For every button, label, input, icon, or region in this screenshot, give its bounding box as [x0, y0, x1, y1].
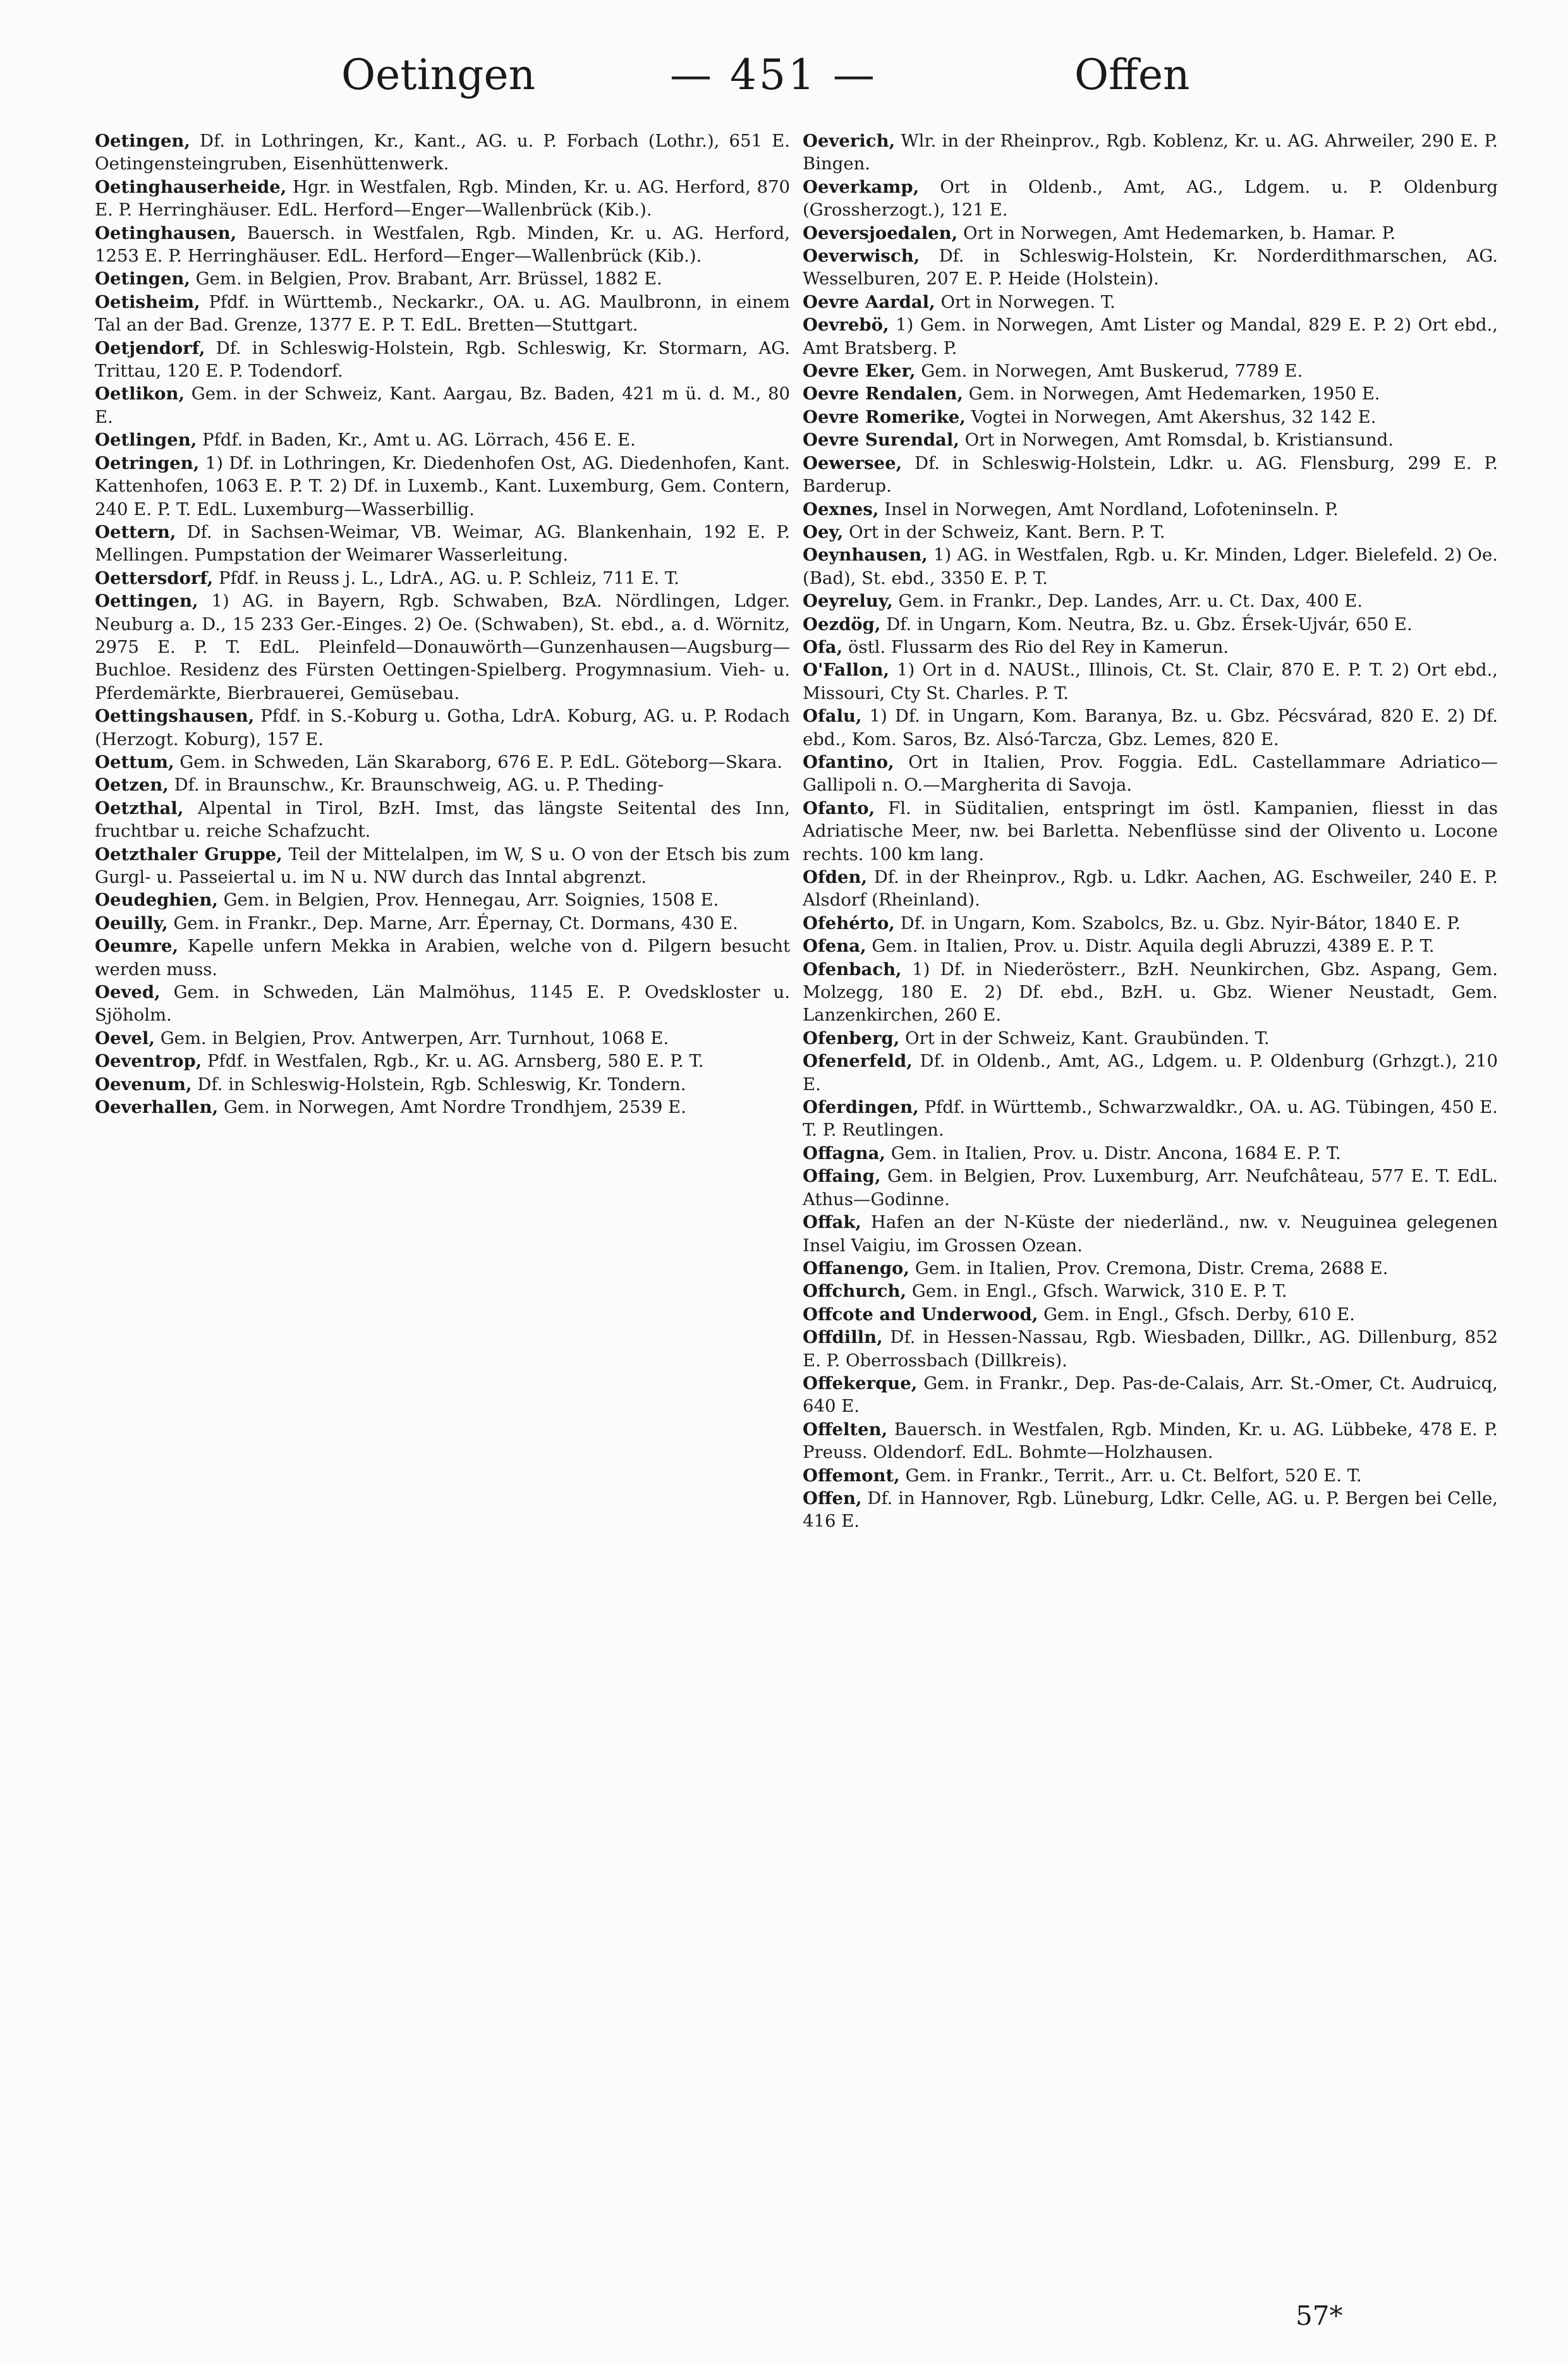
gazetteer-entry: [803, 452, 1498, 498]
entry-headword: Oevre Rendalen,: [803, 384, 963, 404]
entry-text: Gem. in Italien, Prov. u. Distr. Ancona, 1684 E. P. T.: [890, 1143, 1341, 1163]
entry-headword: Oevrebö,: [803, 315, 889, 336]
entry-headword: Ofenerfeld,: [803, 1051, 913, 1072]
gazetteer-entry: [95, 889, 790, 911]
entry-text: Gem. in Belgien, Prov. Antwerpen, Arr. Turnhout, 1068 E.: [160, 1028, 669, 1048]
gazetteer-entry: [95, 1096, 790, 1119]
entry-headword: Oewersee,: [803, 452, 903, 473]
gazetteer-entry: [95, 797, 790, 843]
gazetteer-entry: [803, 406, 1498, 428]
gazetteer-entry: [803, 291, 1498, 313]
entry-text: 1) Gem. in Norwegen, Amt Lister og Mandal, 829 E. P. 2) Ort ebd., Amt Bratsberg. P.: [803, 315, 1498, 358]
gazetteer-entry: [95, 912, 790, 935]
gazetteer-entry: [803, 1372, 1498, 1418]
gazetteer-entry: [803, 222, 1498, 245]
gazetteer-entry: [803, 636, 1498, 658]
gazetteer-entry: [95, 428, 790, 451]
entry-headword: Oeynhausen,: [803, 545, 928, 566]
entry-headword: Oeuilly,: [95, 913, 168, 933]
entry-text: Gem. in Engl., Gfsch. Warwick, 310 E. P. T.: [911, 1281, 1287, 1302]
entry-headword: Oettersdorf,: [95, 567, 214, 588]
entry-text: Alpental in Tirol, BzH. Imst, das längste Seitental des Inn, fruchtbar u. reiche Schafzucht.: [95, 798, 790, 842]
entry-text: Bauersch. in Westfalen, Rgb. Minden, Kr. u. AG. Herford, 1253 E. P. Herringhäuser. EdL. Herford—Enger—Wallenbrück (Kib.).: [95, 222, 790, 267]
entry-headword: Oevenum,: [95, 1074, 192, 1095]
entry-text: Gem. in der Schweiz, Kant. Aargau, Bz. Baden, 421 m ü. d. M., 80 E.: [95, 384, 790, 427]
entry-headword: Oey,: [803, 521, 844, 542]
entry-headword: Ofena,: [803, 936, 866, 957]
gazetteer-entry: [803, 1280, 1498, 1302]
entry-headword: Oetlikon,: [95, 384, 185, 404]
gazetteer-entry: [803, 1096, 1498, 1142]
gazetteer-entry: [803, 613, 1498, 636]
entry-text: Teil der Mittelalpen, im W, S u. O von der Etsch bis zum Gurgl- u. Passeiertal u. im N u. NW durch das Inntal abgrenzt.: [95, 844, 790, 887]
gazetteer-entry: [803, 1326, 1498, 1372]
entry-text: Gem. in Belgien, Prov. Luxemburg, Arr. Neufchâteau, 577 E. T. EdL. Athus—Godinne.: [803, 1166, 1498, 1210]
entry-text: Gem. in Schweden, Län Skaraborg, 676 E. P. EdL. Göteborg—Skara.: [179, 751, 783, 772]
gazetteer-entry: [803, 176, 1498, 222]
entry-headword: Ofden,: [803, 867, 868, 887]
gazetteer-entry: [95, 382, 790, 428]
gazetteer-entry: [95, 843, 790, 889]
entry-headword: Oetlingen,: [95, 430, 197, 451]
entry-text: 1) Df. in Lothringen, Kr. Diedenhofen Ost, AG. Diedenhofen, Kant. Kattenhofen, 1063 E. P. T. 2) Df. in Luxemb., Kant. Luxemburg, Gem. Contern, 240 E. P. T. EdL. Luxemburg—Wasserbillig.: [95, 452, 790, 519]
gazetteer-entry: [95, 267, 790, 290]
entry-text: Ort in Italien, Prov. Foggia. EdL. Castellammare Adriatico—Gallipoli n. O.—Margherita di Savoja.: [803, 751, 1498, 796]
entry-headword: Oettum,: [95, 751, 174, 772]
gazetteer-entry: [803, 245, 1498, 291]
entry-text: Df. in Braunschw., Kr. Braunschweig, AG. u. P. Theding-: [174, 775, 664, 796]
entry-headword: Oetzthaler Gruppe,: [95, 844, 283, 864]
entry-text: Gem. in Frankr., Dep. Landes, Arr. u. Ct. Dax, 400 E.: [898, 591, 1363, 612]
gazetteer-entry: [803, 313, 1498, 360]
entry-headword: Ofa,: [803, 636, 843, 657]
running-head-right: Offen: [1074, 51, 1190, 99]
gazetteer-entry: [803, 751, 1498, 797]
entry-headword: Ofenbach,: [803, 959, 902, 980]
gazetteer-entry: [803, 382, 1498, 405]
entry-text: 1) Ort in d. NAUSt., Illinois, Ct. St. Clair, 870 E. P. T. 2) Ort ebd., Missouri, Cty St. Charles. P. T.: [803, 660, 1498, 703]
gazetteer-entry: [803, 1464, 1498, 1487]
entry-headword: Oevel,: [95, 1028, 155, 1048]
entry-headword: O'Fallon,: [803, 660, 890, 681]
entry-text: Bauersch. in Westfalen, Rgb. Minden, Kr. u. AG. Lübbeke, 478 E. P. Preuss. Oldendorf. EdL. Bohmte—Holzhausen.: [803, 1419, 1498, 1463]
entry-headword: Oetjendorf,: [95, 337, 205, 358]
entry-text: 1) Df. in Niederösterr., BzH. Neunkirchen, Gbz. Aspang, Gem. Molzegg, 180 E. 2) Df. ebd., BzH. u. Gbz. Wiener Neustadt, Gem. Lanzenkirchen, 260 E.: [803, 959, 1498, 1026]
left-column: [95, 130, 790, 1119]
entry-text: Pfdf. in Baden, Kr., Amt u. AG. Lörrach, 456 E. E.: [202, 430, 636, 451]
entry-headword: Offen,: [803, 1488, 862, 1508]
gazetteer-entry: [803, 360, 1498, 382]
entry-headword: Ofehérto,: [803, 913, 895, 933]
entry-text: Ort in der Schweiz, Kant. Graubünden. T.: [905, 1028, 1270, 1048]
entry-headword: Oetringen,: [95, 452, 200, 473]
entry-text: Df. in Schleswig-Holstein, Ldkr. u. AG. Flensburg, 299 E. P. Barderup.: [803, 452, 1498, 497]
entry-headword: Oeverkamp,: [803, 176, 920, 197]
entry-text: östl. Flussarm des Rio del Rey in Kamerun.: [848, 636, 1229, 657]
gazetteer-entry: [803, 958, 1498, 1027]
entry-headword: Offanengo,: [803, 1258, 909, 1278]
gazetteer-entry: [95, 337, 790, 383]
entry-text: Gem. in Frankr., Territ., Arr. u. Ct. Belfort, 520 E. T.: [905, 1465, 1362, 1486]
entry-text: Vogtei in Norwegen, Amt Akershus, 32 142 E.: [971, 406, 1377, 427]
entry-text: 1) AG. in Westfalen, Rgb. u. Kr. Minden, Ldger. Bielefeld. 2) Oe. (Bad), St. ebd., 3350 E. P. T.: [803, 545, 1498, 588]
entry-text: Pfdf. in Württemb., Schwarzwaldkr., OA. u. AG. Tübingen, 450 E. T. P. Reutlingen.: [803, 1097, 1498, 1141]
entry-text: Df. in Ungarn, Kom. Neutra, Bz. u. Gbz. Érsek-Ujvár, 650 E.: [886, 614, 1413, 634]
entry-headword: Oeventrop,: [95, 1051, 202, 1072]
entry-text: Df. in Schleswig-Holstein, Rgb. Schleswig, Kr. Tondern.: [197, 1074, 686, 1095]
entry-headword: Oetinghausen,: [95, 222, 237, 243]
gazetteer-entry: [803, 797, 1498, 866]
right-column: [803, 130, 1498, 1533]
entry-text: Hafen an der N-Küste der niederländ., nw. v. Neuguinea gelegenen Insel Vaigiu, im Grossen Ozean.: [803, 1212, 1498, 1256]
entry-headword: Offchurch,: [803, 1281, 907, 1302]
entry-text: Gem. in Norwegen, Amt Nordre Trondhjem, 2539 E.: [223, 1097, 686, 1118]
entry-headword: Oeversjoedalen,: [803, 222, 958, 243]
entry-headword: Oevre Eker,: [803, 361, 916, 382]
signature-mark: 57*: [1296, 2300, 1343, 2331]
gazetteer-entry: [803, 1165, 1498, 1211]
gazetteer-entry: [803, 705, 1498, 751]
entry-text: Gem. in Belgien, Prov. Brabant, Arr. Brüssel, 1882 E.: [195, 269, 662, 289]
gazetteer-entry: [95, 452, 790, 521]
entry-headword: Oeyreluy,: [803, 591, 893, 612]
entry-text: Gem. in Engl., Gfsch. Derby, 610 E.: [1043, 1304, 1355, 1325]
gazetteer-entry: [95, 751, 790, 774]
gazetteer-entry: [803, 130, 1498, 176]
gazetteer-entry: [803, 1487, 1498, 1533]
entry-text: Gem. in Frankr., Dep. Pas-de-Calais, Arr. St.-Omer, Ct. Audruicq, 640 E.: [803, 1373, 1498, 1417]
entry-headword: Oevre Aardal,: [803, 291, 935, 312]
entry-headword: Offemont,: [803, 1465, 900, 1486]
gazetteer-entry: [95, 567, 790, 590]
entry-headword: Oeverwisch,: [803, 246, 920, 267]
gazetteer-entry: [803, 428, 1498, 451]
entry-text: Df. in Ungarn, Kom. Szabolcs, Bz. u. Gbz. Nyir-Bátor, 1840 E. P.: [900, 913, 1461, 933]
gazetteer-entry: [95, 1027, 790, 1050]
gazetteer-entry: [95, 1050, 790, 1072]
entry-headword: Offcote and Underwood,: [803, 1304, 1038, 1325]
entry-headword: Offagna,: [803, 1143, 885, 1163]
entry-headword: Ofalu,: [803, 706, 862, 727]
entry-headword: Offelten,: [803, 1419, 888, 1440]
entry-headword: Oetingen,: [95, 131, 190, 151]
gazetteer-entry: [95, 130, 790, 176]
entry-headword: Oeudeghien,: [95, 890, 218, 911]
gazetteer-entry: [803, 590, 1498, 612]
entry-text: Ort in Norwegen, Amt Romsdal, b. Kristiansund.: [964, 430, 1394, 451]
entry-headword: Ofantino,: [803, 751, 894, 772]
entry-text: Df. in der Rheinprov., Rgb. u. Ldkr. Aachen, AG. Eschweiler, 240 E. P. Alsdorf (Rheinland).: [803, 867, 1498, 911]
gazetteer-entry: [803, 1050, 1498, 1096]
entry-text: Fl. in Süditalien, entspringt im östl. Kampanien, fliesst in das Adriatische Meer, nw. bei Barletta. Nebenflüsse sind der Olivento u. Locone rechts. 100 km lang.: [803, 798, 1498, 864]
gazetteer-entry: [803, 866, 1498, 912]
entry-text: Df. in Sachsen-Weimar, VB. Weimar, AG. Blankenhain, 192 E. P. Mellingen. Pumpstation der Weimarer Wasserleitung.: [95, 521, 790, 566]
entry-headword: Ofenberg,: [803, 1028, 900, 1048]
entry-headword: Ofanto,: [803, 798, 875, 818]
entry-text: Pfdf. in Reuss j. L., LdrA., AG. u. P. Schleiz, 711 E. T.: [218, 567, 679, 588]
entry-text: Insel in Norwegen, Amt Nordland, Lofoteninseln. P.: [884, 499, 1339, 519]
gazetteer-entry: [803, 521, 1498, 543]
entry-text: Df. in Hessen-Nassau, Rgb. Wiesbaden, Dillkr., AG. Dillenburg, 852 E. P. Oberrossbach (Dillkreis).: [803, 1327, 1498, 1371]
gazetteer-entry: [803, 543, 1498, 590]
entry-text: Df. in Lothringen, Kr., Kant., AG. u. P. Forbach (Lothr.), 651 E. Oetingensteingruben, Eisenhüttenwerk.: [95, 131, 790, 174]
entry-text: Df. in Schleswig-Holstein, Rgb. Schleswig, Kr. Stormarn, AG. Trittau, 120 E. P. Todendorf.: [95, 337, 790, 382]
gazetteer-entry: [803, 1418, 1498, 1464]
entry-headword: Oeved,: [95, 982, 161, 1003]
gazetteer-entry: [95, 774, 790, 796]
entry-text: Gem. in Italien, Prov. u. Distr. Aquila degli Abruzzi, 4389 E. P. T.: [872, 936, 1435, 957]
entry-headword: Oezdög,: [803, 614, 881, 634]
gazetteer-entry: [95, 935, 790, 981]
gazetteer-entry: [95, 590, 790, 705]
gazetteer-entry: [95, 1073, 790, 1096]
gazetteer-entry: [803, 935, 1498, 957]
gazetteer-entry: [95, 291, 790, 337]
entry-text: 1) AG. in Bayern, Rgb. Schwaben, BzA. Nördlingen, Ldger. Neuburg a. D., 15 233 Ger.-Einges. 2) Oe. (Schwaben), St. ebd., a. d. Wörnitz, 2975 E. P. T. EdL. Pleinfeld—Donauwörth—Gunzenhausen—Augsburg—Buchloe. Residenz des Fürsten Oettingen-Spielberg. Progymnasium. Vieh- u. Pferdemärkte, Bierbrauerei, Gemüsebau.: [95, 591, 790, 703]
entry-headword: Oeverich,: [803, 131, 896, 151]
gazetteer-entry: [803, 1303, 1498, 1326]
gazetteer-entry: [803, 1257, 1498, 1280]
entry-text: Pfdf. in Westfalen, Rgb., Kr. u. AG. Arnsberg, 580 E. P. T.: [207, 1051, 704, 1072]
entry-headword: Offak,: [803, 1212, 861, 1233]
gazetteer-entry: [95, 222, 790, 268]
entry-text: Ort in der Schweiz, Kant. Bern. P. T.: [849, 521, 1165, 542]
gazetteer-entry: [803, 658, 1498, 705]
entry-headword: Offaing,: [803, 1166, 881, 1187]
entry-headword: Oettern,: [95, 521, 176, 542]
entry-headword: Oetzen,: [95, 775, 169, 796]
entry-text: Gem. in Belgien, Prov. Hennegau, Arr. Soignies, 1508 E.: [223, 890, 719, 911]
entry-text: Gem. in Norwegen, Amt Buskerud, 7789 E.: [921, 361, 1303, 382]
entry-text: Ort in Norwegen. T.: [940, 291, 1115, 312]
entry-headword: Oetingen,: [95, 269, 190, 289]
entry-text: Pfdf. in S.-Koburg u. Gotha, LdrA. Koburg, AG. u. P. Rodach (Herzogt. Koburg), 157 E.: [95, 706, 790, 749]
running-head-left: Oetingen: [341, 51, 536, 99]
entry-headword: Oeverhallen,: [95, 1097, 219, 1118]
gazetteer-entry: [95, 981, 790, 1027]
entry-text: Ort in Norwegen, Amt Hedemarken, b. Hamar. P.: [963, 222, 1396, 243]
entry-text: 1) Df. in Ungarn, Kom. Baranya, Bz. u. Gbz. Pécsvárad, 820 E. 2) Df. ebd., Kom. Saros, Bz. Alsó-Tarcza, Gbz. Lemes, 820 E.: [803, 706, 1498, 749]
entry-text: Kapelle unfern Mekka in Arabien, welche von d. Pilgern besucht werden muss.: [95, 936, 790, 980]
entry-headword: Oevre Romerike,: [803, 406, 966, 427]
gazetteer-entry: [803, 1027, 1498, 1050]
entry-headword: Oferdingen,: [803, 1097, 919, 1118]
entry-headword: Offekerque,: [803, 1373, 918, 1393]
entry-headword: Oettingen,: [95, 591, 198, 612]
entry-text: Df. in Oldenb., Amt, AG., Ldgem. u. P. Oldenburg (Grhzgt.), 210 E.: [803, 1051, 1498, 1095]
entry-headword: Oeumre,: [95, 936, 179, 957]
entry-text: Gem. in Frankr., Dep. Marne, Arr. Épernay, Ct. Dormans, 430 E.: [173, 913, 738, 933]
page-number: — 451 —: [670, 51, 877, 99]
entry-headword: Oevre Surendal,: [803, 430, 959, 451]
entry-text: Pfdf. in Württemb., Neckarkr., OA. u. AG. Maulbronn, in einem Tal an der Bad. Grenze, 1377 E. P. T. EdL. Bretten—Stuttgart.: [95, 291, 790, 336]
gazetteer-entry: [803, 498, 1498, 521]
entry-text: Gem. in Italien, Prov. Cremona, Distr. Crema, 2688 E.: [915, 1258, 1389, 1278]
gazetteer-entry: [95, 705, 790, 751]
gazetteer-entry: [95, 521, 790, 567]
entry-text: Hgr. in Westfalen, Rgb. Minden, Kr. u. AG. Herford, 870 E. P. Herringhäuser. EdL. Herford—Enger—Wallenbrück (Kib.).: [95, 176, 791, 221]
entry-text: Ort in Oldenb., Amt, AG., Ldgem. u. P. Oldenburg (Grossherzogt.), 121 E.: [803, 176, 1498, 221]
page-header: [0, 51, 1568, 120]
entry-text: Wlr. in der Rheinprov., Rgb. Koblenz, Kr. u. AG. Ahrweiler, 290 E. P. Bingen.: [803, 131, 1498, 174]
entry-text: Gem. in Norwegen, Amt Hedemarken, 1950 E.: [968, 384, 1380, 404]
gazetteer-entry: [803, 1142, 1498, 1165]
entry-headword: Oettingshausen,: [95, 706, 255, 727]
gazetteer-entry: [803, 912, 1498, 935]
gazetteer-entry: [95, 176, 790, 222]
entry-text: Df. in Hannover, Rgb. Lüneburg, Ldkr. Celle, AG. u. P. Bergen bei Celle, 416 E.: [803, 1488, 1498, 1532]
entry-headword: Offdilln,: [803, 1327, 883, 1348]
entry-headword: Oetisheim,: [95, 291, 200, 312]
entry-text: Df. in Schleswig-Holstein, Kr. Norderdithmarschen, AG. Wesselburen, 207 E. P. Heide (Holstein).: [803, 246, 1498, 289]
entry-headword: Oexnes,: [803, 499, 879, 519]
entry-headword: Oetinghauserheide,: [95, 176, 287, 197]
entry-headword: Oetzthal,: [95, 798, 184, 818]
gazetteer-entry: [803, 1211, 1498, 1257]
entry-text: Gem. in Schweden, Län Malmöhus, 1145 E. P. Ovedskloster u. Sjöholm.: [95, 982, 790, 1026]
